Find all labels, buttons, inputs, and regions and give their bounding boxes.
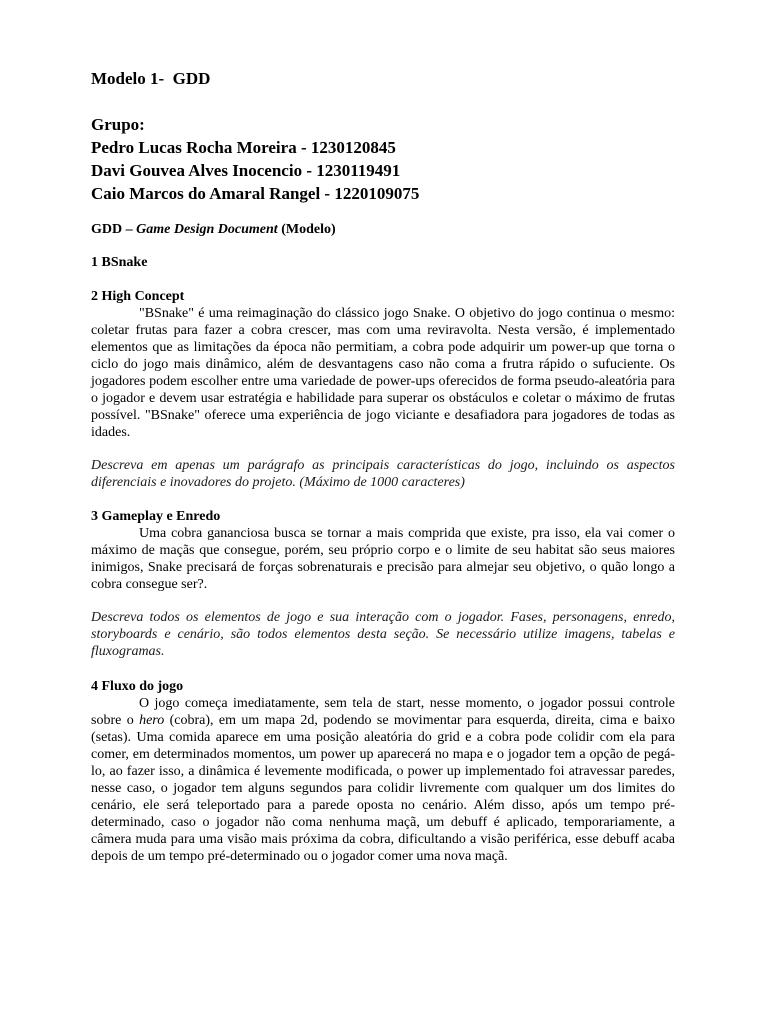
flow-text-after: (cobra), em um mapa 2d, podendo se movimentar para esquerda, direita, cima e baixo (setas). Uma comida aparece em uma posição aleatória do grid e a cobra pode colidir com ela para comer, em determinados momentos, um power up aparecerá no mapa e o jogador tem a opção de pegá-lo, ao fazer isso, a dinâmica é levemente modificada, o power up implementado foi atravessar paredes, nesse caso, o jogador tem alguns segundos para colidir livremente com qualquer um dos limites do cenário, ele será teleportado para a parede oposta no cenário. Além disso, após um tempo pré-determinado, caso o jogador não coma nenhuma maçã, um debuff é aplicado, temporariamente, a câmera muda para uma visão mais próxima da cobra, dificultando a visão periférica, esse debuff acaba depois de um tempo pré-determinado ou o jogador comer uma nova maçã. [91,713,675,864]
group-block [91,113,675,205]
group-member: Caio Marcos do Amaral Rangel - 1220109075 [91,184,420,203]
gdd-italic: Game Design Document [136,222,278,237]
flow-text-italic: hero [139,713,165,728]
section-heading-flow: 4 Fluxo do jogo [91,679,184,694]
gdd-prefix: GDD – [91,222,137,237]
gdd-suffix: (Modelo) [277,222,336,237]
group-label: Grupo: [91,115,145,134]
high-concept-paragraph: "BSnake" é uma reimaginação do clássico jogo Snake. O objetivo do jogo continua o mesmo: coletar frutas para fazer a cobra crescer, mas com uma reviravolta. Nesta versão, é implementado elementos que as limitações da época não permitiam, a cobra pode adquirir um power-up que torna o ciclo do jogo mais dinâmico, além de desvantagens caso não coma a frutra rápido o sufuciente. Os jogadores podem escolher entre uma variedade de power-ups oferecidos de forma pseudo-aleatória para o jogador e devem usar estratégia e habilidade para superar os obstáculos e coletar o máximo de frutas possível. "BSnake" oferece uma experiência de jogo viciante e desafiadora para jogadores de todas as idades. [91,306,675,440]
section-heading-gameplay: 3 Gameplay e Enredo [91,509,221,524]
section-heading-name: 1 BSnake [91,255,148,270]
flow-text-before: O jogo começa imediatamente, sem tela de start, nesse momento, o jogador possui controle sobre o [91,696,675,728]
gdd-subtitle [91,221,675,238]
high-concept-instruction: Descreva em apenas um parágrafo as principais características do jogo, incluindo os aspectos diferenciais e inovadores do projeto. (Máximo de 1000 caracteres) [91,458,675,490]
document-page [91,68,675,865]
document-title: Modelo 1- GDD [91,69,211,88]
group-member: Davi Gouvea Alves Inocencio - 1230119491 [91,161,401,180]
group-member: Pedro Lucas Rocha Moreira - 1230120845 [91,138,396,157]
gameplay-paragraph: Uma cobra gananciosa busca se tornar a mais comprida que existe, pra isso, ela vai comer o máximo de maçãs que consegue, porém, seu próprio corpo e o limite de seu habitat são seus maiores inimigos, Snake precisará de forças sobrenaturais e precisão para almejar seu objetivo, o quão longo a cobra consegue ser?. [91,526,675,592]
gameplay-instruction: Descreva todos os elementos de jogo e sua interação com o jogador. Fases, personagens, enredo, storyboards e cenário, são todos elementos desta seção. Se necessário utilize imagens, tabelas e fluxogramas. [91,610,675,659]
flow-paragraph [91,695,675,865]
section-heading-high-concept: 2 High Concept [91,289,185,304]
